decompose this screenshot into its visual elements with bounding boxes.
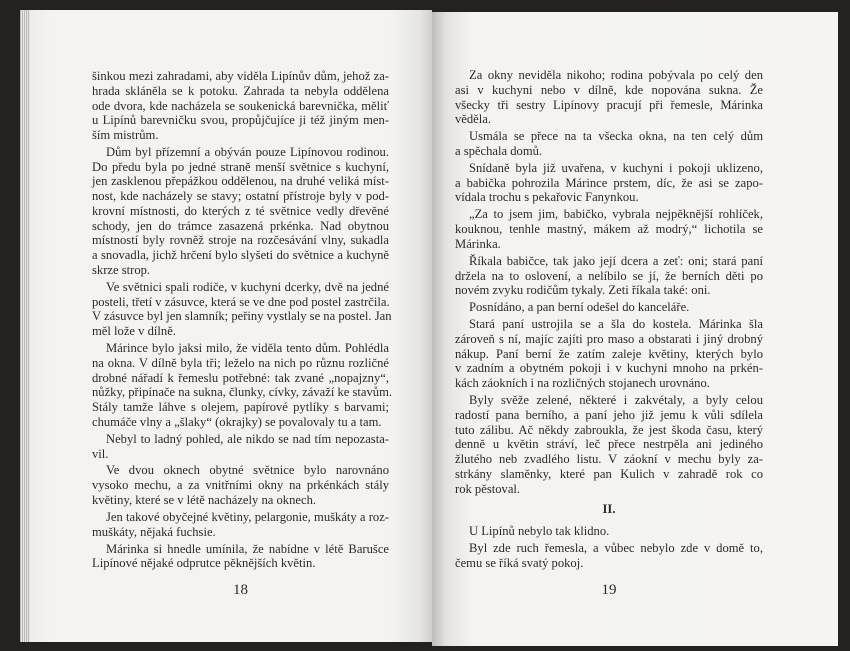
page-number-left: 18: [233, 582, 248, 599]
text-line: Márince bylo jaksi milo, že viděla tento dům. Pohlédla: [106, 341, 389, 356]
text-line: denně u květin stráví, leč přece nestrpěla ani jediného: [455, 437, 763, 452]
text-line: novém zvyku rodičům tykaly. Zeti říkala také: oni.: [455, 283, 711, 298]
text-line: Jen takové obyčejné květiny, pelargonie, muškáty a roz-: [106, 509, 389, 524]
text-line: Dům byl přízemní a obýván pouze Lipínovou rodinou.: [106, 144, 389, 159]
text-line: místností byly rovněž stroje na rozčesávání vlny, sukadla: [92, 233, 389, 248]
right-page-text: [455, 68, 763, 599]
text-line: Márinka.: [455, 236, 501, 251]
text-line: nákup. Paní berní že zatím zaleje květiny, kterých bylo: [455, 346, 763, 361]
text-line: Za okny neviděla nikoho; rodina pobývala po celý den: [469, 68, 763, 82]
text-line: Lipínové nějaké odprutce pěknějších květin.: [92, 556, 316, 571]
text-line: na okna. V dílně byla tři; leželo na nich po různu rozličné: [92, 355, 389, 370]
text-line: Márinka si hnedle umínila, že nabídne v létě Barušce: [106, 541, 389, 556]
text-line: všecky tři sestry Lipínovy pracují při řemesle, Márinka: [455, 97, 763, 112]
text-line: a babička pohrozila Márince prstem, díc, že asi se zapo-: [455, 175, 763, 190]
text-line: vysoko mechu, a za vnitřními okny na prkénkách stály: [92, 478, 389, 493]
text-line: a snovadla, jichž hrčení bylo slyšeti do světnice a kuchyně: [92, 248, 389, 263]
paragraph: [455, 541, 763, 571]
text-line: Posnídáno, a pan berní odešel do kanceláře.: [469, 300, 690, 315]
paragraph: [455, 254, 763, 298]
paragraph: [92, 69, 389, 143]
text-line: muškáty, nějaká fuchsie.: [92, 524, 216, 539]
text-line: nost, kde nacházely se stavy; ostatní přístroje byly v pod-: [92, 189, 389, 204]
text-line: Stály tamže láhve s olejem, papírové pytlíky s barvami;: [92, 400, 389, 415]
text-line: žlutého neb zvadlého listu. V záokní v mechu byly za-: [455, 452, 763, 467]
text-line: Do předu byla po jedné straně menší světnice s kuchyní,: [92, 159, 389, 174]
text-line: ode dvora, kde nacházela se soukenická barevnička, měliť: [92, 98, 389, 113]
text-line: Ve dvou oknech obytné světnice bylo narovnáno: [106, 463, 389, 478]
page-number-right: 19: [601, 581, 617, 598]
text-line: schody, jen do trámce zasazená prkénka. Nad obytnou: [92, 218, 389, 233]
text-line: „Za to jsem jim, babičko, vybrala nejpěknější rohlíček,: [469, 207, 763, 222]
paragraph: [455, 129, 763, 159]
text-line: vídala trochu s pekařovic Fanynkou.: [455, 190, 639, 205]
text-line: Říkala babičce, tak jako její dcera a zeť: oni; stará paní: [469, 253, 763, 268]
text-line: Ve světnici spali rodiče, v kuchyni dcerky, dvě na jedné: [106, 279, 389, 294]
paragraph: [455, 524, 763, 539]
paragraph: [455, 68, 763, 127]
left-page-text: [92, 69, 393, 599]
text-line: kouknou, tenhle mastný, mákem až modrý,“ lichotila se: [455, 222, 763, 237]
text-line: nůžky, připínače na sukna, člunky, cívky, závaží ke stavům.: [92, 385, 393, 400]
section-text: [455, 68, 763, 496]
page-edges: [20, 10, 30, 642]
text-line: hrada skláněla se k potoku. Zahrada ta nebyla oddělena: [92, 83, 389, 98]
text-line: jen zasklenou přepážkou oddělenou, na druhé veliká míst-: [92, 174, 389, 189]
paragraph: [455, 317, 763, 391]
left-body-text: [92, 69, 393, 571]
text-line: drobné nářadí k řemeslu potřebné: tak zvané „nopajzny“,: [92, 370, 389, 385]
text-line: krovní místnosti, do kterých z té světnice vedly dřevěné: [92, 203, 389, 218]
text-line: vil.: [92, 446, 109, 461]
text-line: květiny, které se v létě nacházely na oknech.: [92, 492, 317, 507]
text-line: chumáče vlny a „šlaky“ (okrajky) se povalovaly tu a tam.: [92, 414, 382, 429]
paragraph: [455, 207, 763, 251]
text-line: kách záokních i na rozličných stojanech urovnáno.: [455, 376, 710, 391]
chapter-text: [455, 524, 763, 570]
text-line: u Lipínů barevničku svou, propůjčujíce ji též jiným men-: [92, 113, 389, 128]
text-line: radostí pana berního, a paní jeho již jemu k vůli sdílela: [455, 407, 763, 422]
text-line: Byl zde ruch řemesla, a vůbec nebylo zde v domě to,: [469, 541, 763, 555]
text-line: Snídaně byla již uvařena, v kuchyni i pokoji uklizeno,: [469, 160, 763, 175]
chapter-heading: II.: [602, 502, 616, 517]
text-line: zároveň s ní, majíc zajíti pro maso a obstarati i jiný drobný: [455, 331, 763, 346]
text-line: V zásuvce byl jen slamník; peřiny vystlaly se na postel. Jan: [92, 309, 392, 324]
paragraph: [92, 510, 389, 540]
text-line: a spěchala domů.: [455, 143, 543, 158]
text-line: Byly svěže zelené, některé i zakvétaly, a byly celou: [469, 393, 763, 408]
text-line: ším mistrům.: [92, 128, 159, 142]
text-line: strkány slaměnky, které pan Kulich v zahradě rok co: [455, 466, 763, 481]
text-line: věděla.: [455, 112, 492, 127]
text-line: asi v kuchyni nebo v dílně, kde nopována sukna. Že: [455, 82, 763, 97]
text-line: Stará paní ustrojila se a šla do kostela. Márinka šla: [469, 317, 763, 332]
paragraph: [92, 463, 389, 507]
text-line: Usmála se přece na ta všecka okna, na ten celý dům: [469, 129, 763, 144]
text-line: rok pěstoval.: [455, 481, 521, 496]
text-line: v zadním a obytném pokoji i v kuchyni mnoho na prkén-: [455, 361, 763, 376]
text-line: měl lože v dílně.: [92, 324, 176, 339]
paragraph: [92, 341, 393, 430]
text-line: posteli, třetí v zásuvce, která se ve dne pod postel zastrčila.: [92, 294, 390, 309]
text-line: šinkou mezi zahradami, aby viděla Lipínův dům, jehož za-: [92, 69, 389, 83]
paragraph: [92, 145, 389, 278]
text-line: držela na to oslovení, a nelíbilo se jí, že berních děti po: [455, 268, 763, 283]
paragraph: [455, 393, 763, 496]
text-line: tuto zálibu. Ač někdy zabroukla, že jest škoda času, který: [455, 422, 763, 437]
text-line: Nebyl to ladný pohled, ale nikdo se nad tím nepozasta-: [106, 431, 389, 446]
paragraph: [92, 279, 392, 339]
paragraph: [92, 432, 389, 462]
paragraph: [455, 161, 763, 205]
text-line: čemu se říká svatý pokoj.: [455, 555, 584, 570]
paragraph: [92, 542, 389, 572]
paragraph: [455, 300, 763, 315]
text-line: U Lipínů nebylo tak klidno.: [469, 524, 610, 539]
text-line: skrze strop.: [92, 262, 151, 277]
